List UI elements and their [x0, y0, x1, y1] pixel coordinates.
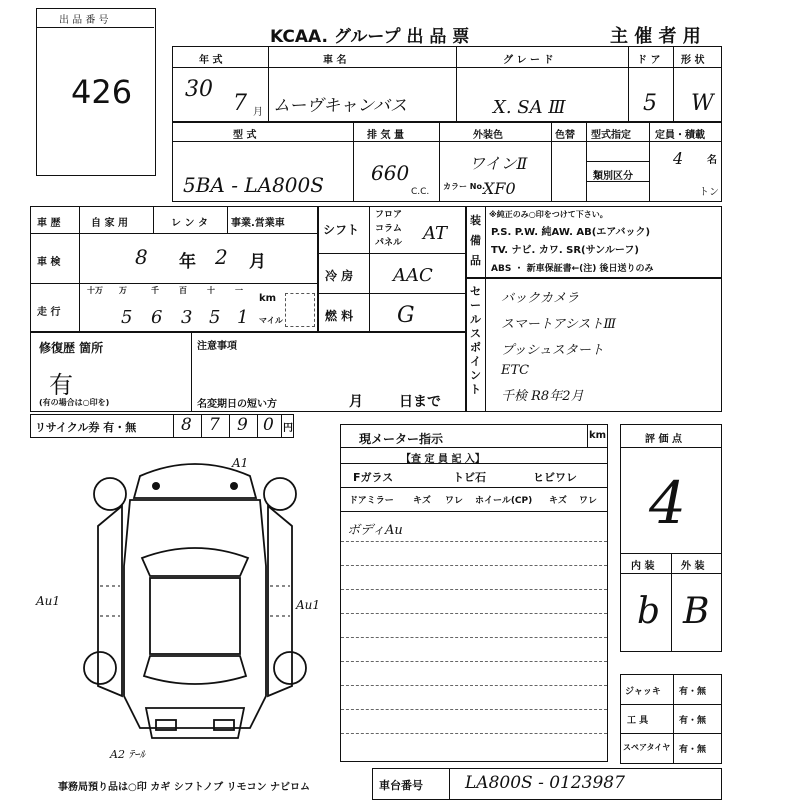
shift-floor: フロア [375, 210, 403, 220]
repair-block [30, 332, 466, 412]
fuel-value: G [397, 303, 415, 328]
body-shape: W [691, 91, 714, 116]
capacity: 4 [673, 149, 684, 168]
vehicle-row-1 [172, 46, 722, 122]
interior-grade: b [637, 591, 661, 632]
exterior-color-label: 外装色 [473, 130, 503, 141]
doors-label: ド ア [637, 55, 661, 66]
jack-label: ジャッキ [625, 687, 661, 697]
glass-opt-chip: トビ石 [453, 471, 486, 484]
mileage-label: 走 行 [37, 307, 61, 318]
recycle-row [30, 414, 294, 438]
color-no-label: カラー No. [443, 182, 486, 191]
glass-label: Fガラス [353, 471, 394, 484]
history-rental: レ ン タ [171, 218, 208, 229]
color-change-label: 色替 [555, 130, 575, 141]
evaluation-score: 4 [649, 469, 686, 537]
displacement: 660 [371, 161, 410, 185]
inspector-label: 【査 定 員 記 入】 [401, 454, 485, 465]
model-label: 型 式 [233, 130, 257, 141]
mile-label: マイル [259, 316, 283, 325]
evaluation-label: 評 価 点 [645, 434, 682, 445]
selling-points-block [466, 278, 722, 412]
digit-label-1k: 千 [151, 286, 159, 295]
ac-value: AAC [393, 265, 433, 286]
mirror-opt-crack: ワレ [445, 496, 464, 506]
wheel-opt-scratch: キズ [549, 496, 567, 506]
accessories-block [620, 674, 722, 764]
wheel-label: ホイール(CP) [475, 496, 533, 506]
meter-km: km [589, 430, 607, 441]
model-designation-label: 型式指定 [591, 130, 631, 141]
equipment-block [466, 206, 722, 278]
selling-point-4: ETC [501, 363, 530, 378]
recycle-digit-1: 8 [181, 415, 192, 435]
host-use-label: 主 催 者 用 [610, 26, 701, 47]
shift-label: シフト [323, 223, 360, 237]
class-label: 類別区分 [593, 171, 633, 182]
grade: X. SA Ⅲ [493, 97, 566, 118]
recycle-digit-4: 0 [263, 415, 274, 435]
equipment-line-1: P.S. P.W. 純AW. AB(エアバック) [491, 227, 651, 238]
deadline-label: 名変期日の短い方 [197, 399, 277, 410]
selling-point-3: プッシュスタート [501, 343, 604, 358]
mileage-digit-5: 1 [237, 307, 249, 328]
fuel-label: 燃 料 [325, 309, 354, 323]
doors: 5 [643, 91, 657, 116]
recycle-digit-2: 7 [209, 415, 220, 435]
group-title: KCAA. グループ 出 品 票 [270, 27, 470, 47]
inspection-year: 8 [135, 245, 148, 269]
meter-label: 現メーター指示 [359, 432, 444, 446]
mileage-digit-1: 5 [121, 307, 133, 328]
year-month-unit: 月 [253, 107, 263, 118]
vehicle-row-2 [172, 122, 722, 202]
selling-points-label: セールスポイント [470, 285, 481, 396]
model: 5BA - LA800S [183, 173, 324, 197]
spare-tire-label: スペアタイヤ [623, 743, 671, 752]
year-month: 7 [233, 91, 247, 116]
tools-value: 有・無 [679, 716, 707, 726]
spare-tire-value: 有・無 [679, 745, 707, 755]
equipment-line-3: ABS ・ 新車保証書←(注) 後日送りのみ [491, 264, 654, 274]
lot-number-box [36, 8, 156, 176]
meter-block [340, 424, 608, 762]
wheel-opt-crack: ワレ [579, 496, 598, 506]
grade-label: グ レ ー ド [503, 55, 554, 66]
mirror-label: ドアミラー [349, 496, 394, 506]
ac-label: 冷 房 [325, 269, 354, 283]
color-no: XF0 [483, 179, 516, 198]
mirror-opt-scratch: キズ [413, 496, 431, 506]
capacity-unit: 名 [707, 155, 717, 166]
deadline-month: 月 [349, 394, 363, 410]
shift-value: AT [423, 223, 448, 244]
inspection-label: 車 検 [37, 257, 61, 268]
car-diagram [60, 446, 330, 766]
lot-number-label: 出 品 番 号 [59, 15, 109, 26]
lot-number: 426 [71, 73, 133, 111]
drive-block [318, 206, 466, 332]
cc-unit: C.C. [411, 187, 430, 197]
diagram-mark-rear-left: A2 ﾃｰﾙ [110, 748, 145, 761]
mileage-digit-4: 5 [209, 307, 221, 328]
inspection-month-unit: 月 [249, 252, 266, 272]
selling-point-2: スマートアシストⅢ [501, 317, 616, 332]
exterior-grade: B [683, 591, 710, 632]
digit-label-10k: 万 [119, 286, 127, 295]
equipment-label: 装備品 [470, 214, 481, 267]
history-business: 事業.営業車 [231, 218, 285, 229]
office-items: 事務局預り品は○印 カギ シフトノブ リモコン ナビロム [58, 782, 311, 793]
jack-value: 有・無 [679, 687, 707, 697]
inspector-remark: ボディAu [347, 523, 403, 538]
chassis-block [372, 768, 722, 800]
diagram-mark-right-side: Au1 [296, 598, 321, 612]
diagram-mark-front-right: A1 [232, 456, 249, 470]
digit-label-100k: 十万 [87, 286, 103, 295]
chassis-number: LA800S - 0123987 [465, 773, 625, 793]
history-label: 車 歴 [37, 218, 61, 229]
car-name-label: 車 名 [323, 55, 347, 66]
digit-label-10: 十 [207, 286, 215, 295]
inspection-month: 2 [215, 245, 228, 269]
interior-label: 内 装 [631, 561, 655, 572]
repair-value: 有 [49, 371, 73, 399]
history-private: 自 家 用 [91, 218, 128, 229]
tools-label: 工 具 [627, 716, 649, 726]
year-label: 年 式 [199, 55, 223, 66]
deadline-day: 日まで [399, 394, 441, 410]
car-name: ムーヴキャンバス [273, 96, 407, 116]
shift-column: コラム [375, 224, 402, 234]
mile-checkbox [285, 293, 315, 327]
equipment-line-2: TV. ナビ. カワ. SR(サンルーフ) [491, 245, 639, 256]
selling-point-5: 千検 R8年2月 [501, 389, 584, 404]
mileage-digit-3: 3 [181, 307, 193, 328]
year-era: 30 [185, 77, 213, 102]
diagram-mark-left-side: Au1 [36, 594, 61, 608]
km-label: km [259, 293, 277, 304]
evaluation-block [620, 424, 722, 652]
recycle-yen: 円 [283, 423, 293, 434]
selling-point-1: バックカメラ [501, 291, 580, 306]
history-block [30, 206, 318, 332]
glass-opt-crack: ヒビワレ [533, 471, 577, 484]
repair-hint: (有の場合は○印を) [39, 398, 110, 407]
displacement-label: 排 気 量 [367, 130, 404, 141]
notes-label: 注意事項 [197, 341, 237, 352]
inspection-year-unit: 年 [179, 252, 196, 272]
exterior-color: ワインⅡ [469, 154, 528, 173]
repair-label: 修復歴 箇所 [39, 341, 104, 355]
equipment-note: ※純正のみ○印をつけて下さい。 [489, 210, 608, 219]
digit-label-1: 一 [235, 286, 243, 295]
recycle-label: リサイクル券 有・無 [35, 421, 137, 434]
shift-panel: パネル [375, 238, 403, 248]
ton-unit: トン [699, 187, 719, 198]
mileage-digit-2: 6 [151, 307, 163, 328]
body-shape-label: 形 状 [681, 55, 705, 66]
chassis-label: 車台番号 [379, 779, 423, 792]
exterior-label: 外 装 [681, 561, 705, 572]
recycle-digit-3: 9 [237, 415, 248, 435]
capacity-label: 定員・積載 [655, 130, 705, 141]
digit-label-100: 百 [179, 286, 187, 295]
